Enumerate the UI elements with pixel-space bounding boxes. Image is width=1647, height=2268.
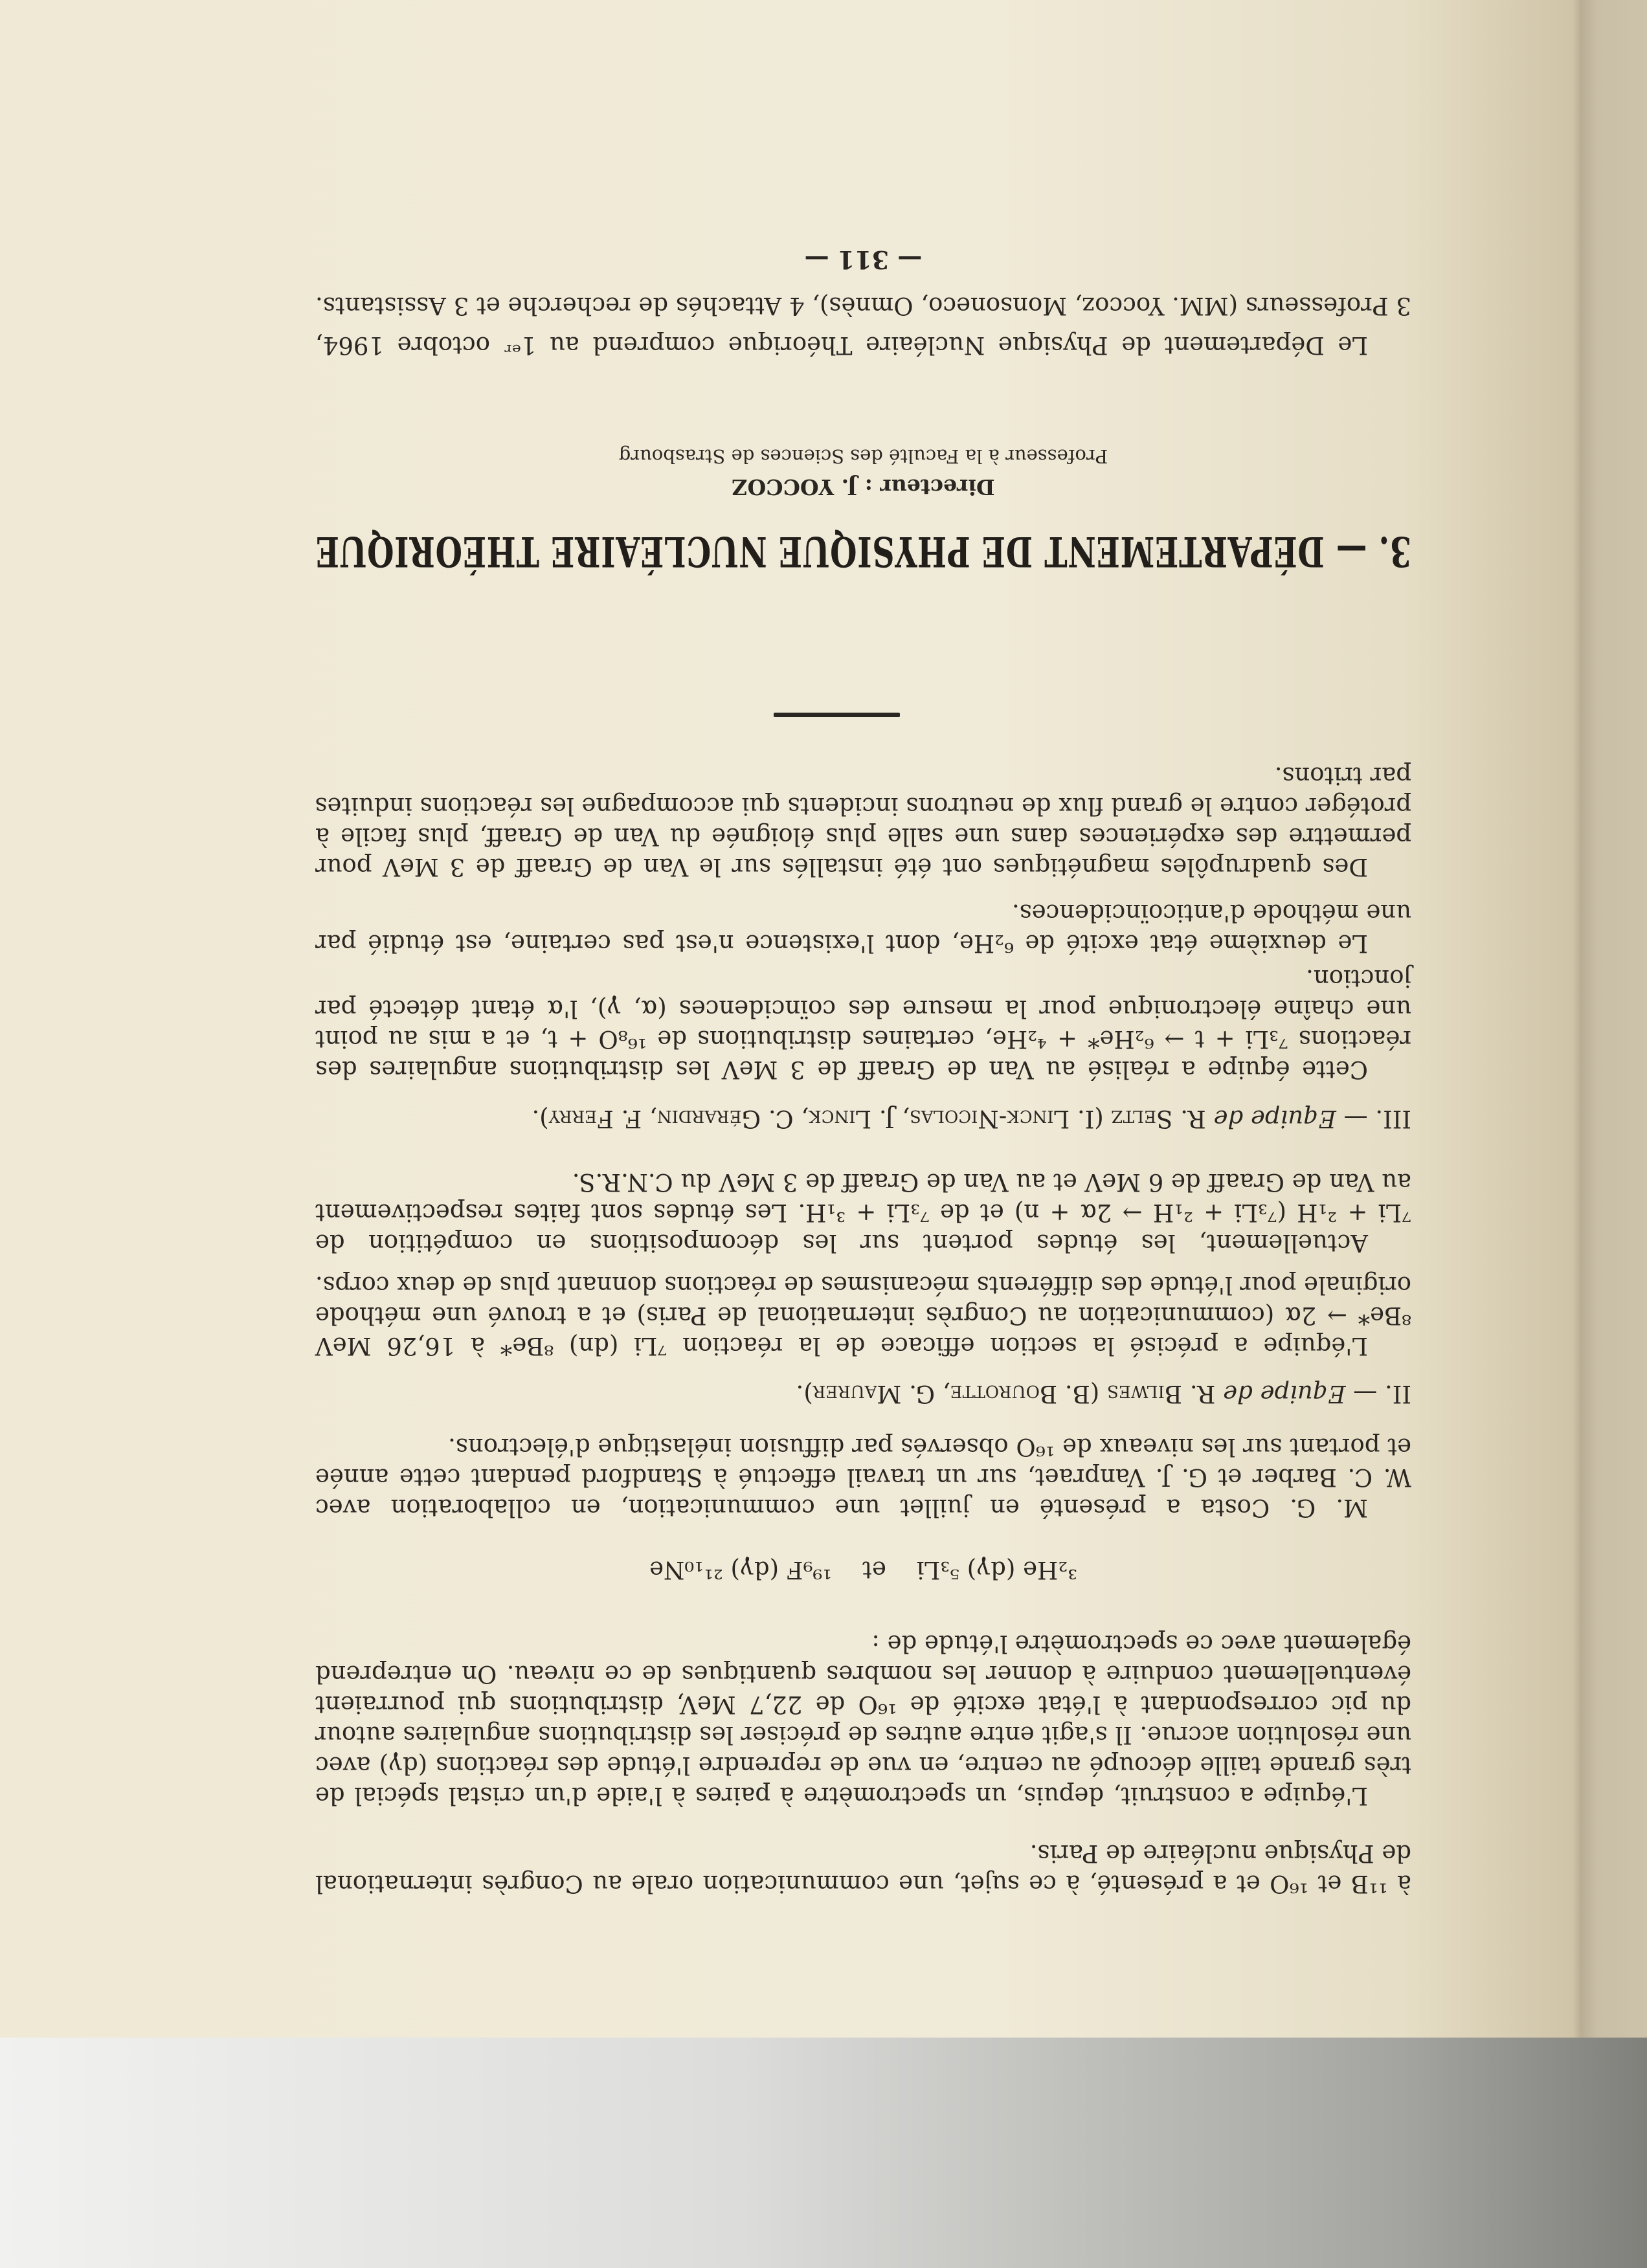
- team-heading-iii: [315, 1104, 1411, 1134]
- text-line: 3 Professeurs (MM. Yoccoz, Monsoneco, Omnès), 4 Attachés de recherche et 3 Assistants.: [315, 292, 1411, 320]
- text-line: ⁸Be* → 2α (communication au Congrès international de Paris) et a trouvé une méthode: [315, 1302, 1411, 1329]
- paragraph: [315, 1167, 1411, 1258]
- paragraph: [315, 1432, 1411, 1523]
- body-text: [315, 761, 1411, 1899]
- heading-names: R. Seltz (I. Linck-Nicolas, J. Linck, C. Gérardin, F. Ferry).: [532, 1105, 1214, 1133]
- text-line: de Physique nucléaire de Paris.: [1029, 1840, 1411, 1867]
- heading-names: R. Bilwes (B. Bourotte, G. Maurer).: [796, 1380, 1224, 1408]
- text-line: W. C. Barber et G. J. Vanpraet, sur un travail effectué à Standford pendant cette année: [315, 1463, 1411, 1491]
- text-line: Des quadrupôles magnétiques ont été installés sur le Van de Graaff de 3 MeV pour: [315, 853, 1368, 881]
- section-divider: [774, 713, 900, 717]
- text-line: une chaîne électronique pour la mesure des coïncidences (α, γ), l'α étant détecté par: [315, 995, 1411, 1023]
- team-heading-ii: [315, 1379, 1411, 1409]
- text-line: protéger contre le grand flux de neutrons incidents qui accompagne les réactions induites: [315, 792, 1411, 820]
- paragraph: [315, 898, 1411, 959]
- text-line: Le deuxième état excité de ⁶₂He, dont l'existence n'est pas certaine, est étudié par: [315, 929, 1368, 957]
- director-line: Directeur : J. YOCCOZ: [732, 474, 995, 500]
- text-line: Le Département de Physique Nucléaire Théorique comprend au 1ᵉʳ octobre 1964,: [315, 331, 1368, 359]
- text-line: jonction.: [1306, 964, 1411, 992]
- text-line: une résolution accrue. Il s'agit entre autres de préciser les distributions angulaires autour: [315, 1721, 1411, 1749]
- text-line: L'équipe a construit, depuis, un spectromètre à paires à l'aide d'un cristal spécial de: [315, 1782, 1368, 1810]
- text-line: à ¹¹B et ¹⁶O et a présenté, à ce sujet, une communication orale au Congrès international: [315, 1870, 1411, 1898]
- text-line: également avec ce spectromètre l'étude de :: [871, 1630, 1411, 1658]
- paragraph: [315, 963, 1411, 1085]
- paragraph: [315, 1838, 1411, 1899]
- heading-number: III. —: [1336, 1105, 1411, 1133]
- director-title: Professeur à la Faculté des Sciences de Strasbourg: [618, 445, 1108, 467]
- text-line: Actuellement, les études portent sur les décompositions en compétition de: [315, 1229, 1368, 1257]
- text-line: L'équipe a précisé la section efficace de la réaction ⁷Li (dn) ⁸Be* à 16,26 MeV: [315, 1332, 1368, 1360]
- text-line: éventuellement conduire à donner les nombres quantiques de ce niveau. On entreprend: [315, 1660, 1411, 1688]
- reaction-formula: ³₂He (dγ) ⁵₃Li et ¹⁹₉F (dγ) ²¹₁₀Ne: [649, 1556, 1077, 1584]
- department-intro: [315, 286, 1411, 365]
- heading-lead: Equipe de: [1223, 1380, 1346, 1408]
- text-line: permettre des expériences dans une salle plus éloignée du Van de Graaff, plus facile à: [315, 823, 1411, 850]
- text-line: ⁷Li + ²₁H (⁷₃Li + ²₁H → 2α + n) et de ⁷₃Li + ³₁H. Les études sont faites respectivement: [315, 1199, 1411, 1227]
- text-line: originale pour l'étude des différents mécanismes de réactions donnant plus de deux corps.: [315, 1271, 1411, 1299]
- text-line: M. G. Costa a présenté en juillet une communication, en collaboration avec: [315, 1494, 1368, 1522]
- text-line: Cette équipe a réalisé au Van de Graaff de 3 MeV les distributions angulaires des: [315, 1056, 1368, 1084]
- page-number: — 311 —: [804, 245, 923, 274]
- text-line: au Van de Graaff de 6 MeV et au Van de Graaff de 3 MeV du C.N.R.S.: [572, 1168, 1411, 1196]
- text-line: et portant sur les niveaux de ¹⁶O observés par diffusion inélastique d'électrons.: [448, 1433, 1411, 1461]
- paragraph: [315, 1629, 1411, 1811]
- heading-lead: Equipe de: [1213, 1105, 1336, 1133]
- text-line: du pic correspondant à l'état excité de ¹⁶O de 22,7 MeV, distributions qui pourraient: [315, 1691, 1411, 1718]
- paragraph: [315, 761, 1411, 882]
- section-title: 3. — DÉPARTEMENT DE PHYSIQUE NUCLÉAIRE THÉORIQUE: [315, 527, 1411, 575]
- text-line: réactions ⁷₃Li + t → ⁶₂He* + ⁴₂He, certaines distributions de ¹⁶₈O + t, et a mis au point: [315, 1025, 1411, 1053]
- text-line: une méthode d'anticoïncidences.: [1011, 899, 1411, 927]
- paragraph: [315, 1270, 1411, 1361]
- heading-number: II. —: [1345, 1380, 1411, 1408]
- text-line: par tritons.: [1274, 762, 1411, 790]
- text-line: très grande taille découpé au centre, en vue de reprendre l'étude des réactions (dγ) avec: [315, 1751, 1411, 1779]
